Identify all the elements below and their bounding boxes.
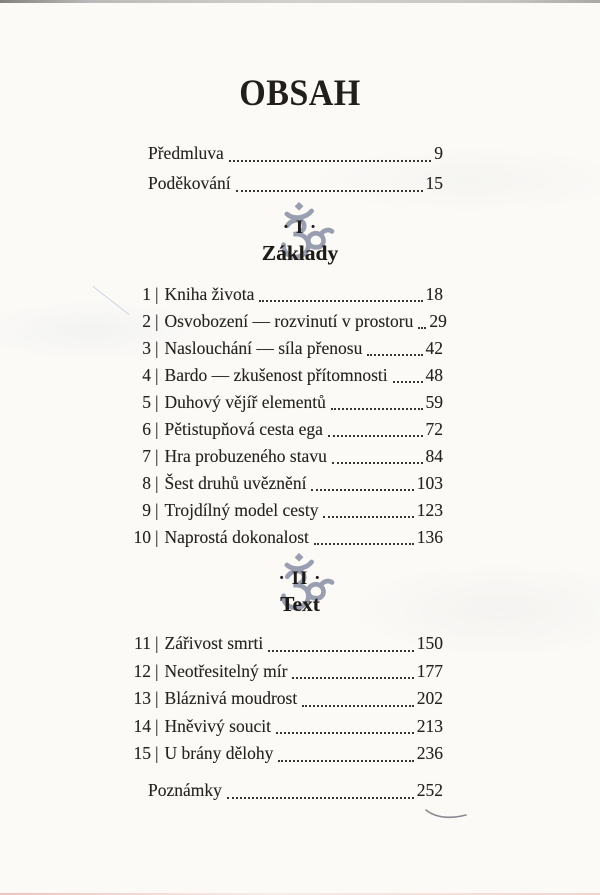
entry-separator: | <box>155 633 159 653</box>
entry-number: 13 <box>133 688 151 708</box>
entry-number: 1 <box>142 284 151 304</box>
entry-page-number: 29 <box>429 311 447 331</box>
dot-leader <box>311 489 413 491</box>
dot-leader <box>367 354 422 356</box>
entry-page-number: 213 <box>416 715 443 736</box>
chapter-list-2 <box>133 630 443 768</box>
dot-leader <box>278 760 413 762</box>
entry-separator: | <box>155 392 159 412</box>
dot-leader <box>393 381 423 383</box>
dot-leader <box>259 300 422 302</box>
entry-page-number: 15 <box>425 173 443 193</box>
entry-number: 3 <box>142 338 151 358</box>
toc-entry <box>133 630 443 658</box>
entry-page-number: 252 <box>416 780 443 800</box>
entry-title: Bardo — zkušenost přítomnosti <box>164 365 388 385</box>
toc-entry <box>133 335 443 362</box>
entry-title: Naprostá dokonalost <box>164 527 309 547</box>
entry-separator: | <box>155 365 159 385</box>
toc-entry <box>133 740 443 768</box>
toc-entry <box>133 281 443 308</box>
entry-separator: | <box>155 715 159 736</box>
entry-page-number: 84 <box>425 446 443 466</box>
entry-title: Trojdílný model cesty <box>164 500 319 520</box>
entry-number: 14 <box>133 715 151 736</box>
entry-page-number: 150 <box>416 633 443 653</box>
entry-number: 2 <box>142 311 151 331</box>
entry-number: 6 <box>142 419 151 439</box>
entry-title: Naslouchání — síla přenosu <box>164 338 363 358</box>
dot-leader <box>276 732 414 734</box>
entry-number: 9 <box>142 500 151 520</box>
entry-title: Šest druhů uvěznění <box>164 473 307 493</box>
scan-top-edge <box>0 0 600 3</box>
page-title: OBSAH <box>239 73 361 114</box>
entry-page-number: 59 <box>425 392 443 412</box>
toc-entry <box>133 497 443 524</box>
dot-leader <box>332 462 423 464</box>
section-name: Základy <box>261 241 339 265</box>
entry-title: Zářivost smrti <box>164 633 264 653</box>
entry-page-number: 136 <box>416 527 443 547</box>
entry-number: 7 <box>142 446 151 466</box>
entry-title: Bláznivá moudrost <box>164 688 298 708</box>
entry-number: 11 <box>134 633 151 653</box>
section-numeral: · I · <box>282 217 318 238</box>
dot-leader <box>236 190 423 192</box>
entry-separator: | <box>155 338 159 358</box>
toc-entry <box>133 443 443 470</box>
toc-entry <box>133 168 443 198</box>
toc-entry <box>133 775 443 805</box>
entry-page-number: 177 <box>416 660 443 681</box>
toc-entry <box>133 389 443 416</box>
section-heading-2 <box>0 548 600 624</box>
dot-leader <box>314 543 414 545</box>
dot-leader <box>302 705 414 707</box>
section-name: Text <box>280 592 320 616</box>
toc-entry <box>133 524 443 551</box>
entry-separator: | <box>155 660 159 681</box>
entry-number: 12 <box>133 660 151 681</box>
scan-artifact <box>93 286 130 315</box>
toc-entry <box>133 713 443 741</box>
dot-leader <box>331 408 423 410</box>
entry-number: 8 <box>142 473 151 493</box>
entry-title: Předmluva <box>148 143 224 163</box>
entry-separator: | <box>155 743 159 763</box>
entry-separator: | <box>155 473 159 493</box>
dot-leader <box>268 650 414 652</box>
section-numeral: · II · <box>278 568 322 589</box>
entry-title: U brány dělohy <box>164 743 274 763</box>
entry-separator: | <box>155 446 159 466</box>
entry-separator: | <box>155 527 159 547</box>
chapter-list-1 <box>133 281 447 551</box>
back-matter-list <box>133 775 443 805</box>
entry-page-number: 202 <box>416 688 443 708</box>
entry-page-number: 48 <box>425 365 443 385</box>
entry-title: Hněvivý soucit <box>164 715 271 736</box>
entry-title: Osvobození — rozvinutí v prostoru <box>164 311 414 331</box>
scan-mark <box>424 806 468 827</box>
entry-number: 4 <box>142 365 151 385</box>
entry-page-number: 123 <box>416 500 443 520</box>
toc-entry <box>133 138 443 168</box>
entry-title: Kniha života <box>164 284 255 304</box>
entry-number: 5 <box>142 392 151 412</box>
entry-title: Neotřesitelný mír <box>164 660 288 681</box>
toc-entry <box>133 470 443 497</box>
entry-page-number: 236 <box>416 743 443 763</box>
front-matter-list <box>133 138 443 198</box>
dot-leader <box>229 160 431 162</box>
entry-separator: | <box>155 688 159 708</box>
toc-entry <box>133 658 443 686</box>
dot-leader <box>323 516 413 518</box>
section-heading-1 <box>0 197 600 273</box>
toc-entry <box>133 362 443 389</box>
entry-title: Poznámky <box>148 780 222 800</box>
entry-title: Poděkování <box>148 173 231 193</box>
entry-title: Duhový vějíř elementů <box>164 392 326 412</box>
dot-leader <box>227 797 414 799</box>
toc-entry <box>133 416 443 443</box>
entry-title: Hra probuzeného stavu <box>164 446 327 466</box>
entry-number: 10 <box>133 527 151 547</box>
dot-leader <box>292 677 413 679</box>
entry-page-number: 103 <box>416 473 443 493</box>
dot-leader <box>418 327 426 329</box>
entry-separator: | <box>155 419 159 439</box>
toc-entry <box>133 308 447 335</box>
entry-page-number: 18 <box>425 284 443 304</box>
dot-leader <box>328 435 423 437</box>
entry-number: 15 <box>133 743 151 763</box>
entry-page-number: 72 <box>425 419 443 439</box>
entry-title: Pětistupňová cesta ega <box>164 419 323 439</box>
entry-separator: | <box>155 311 159 331</box>
entry-page-number: 9 <box>434 143 443 163</box>
entry-separator: | <box>155 500 159 520</box>
entry-separator: | <box>155 284 159 304</box>
entry-page-number: 42 <box>425 338 443 358</box>
toc-entry <box>133 685 443 713</box>
